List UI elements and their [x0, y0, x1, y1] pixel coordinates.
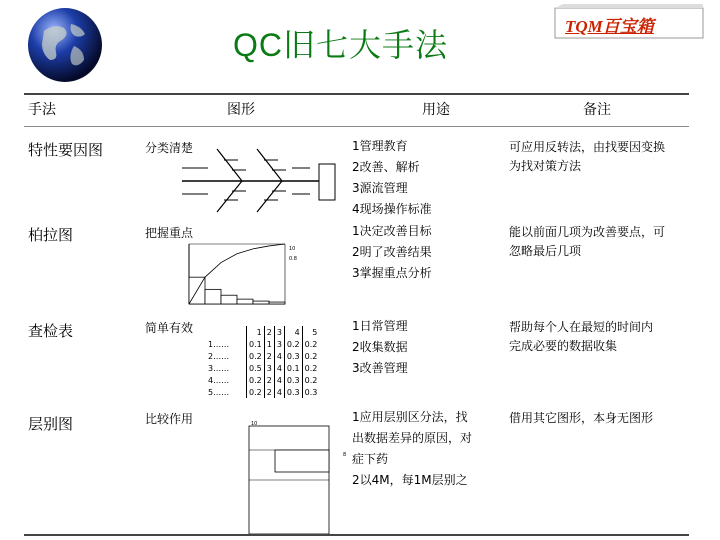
check-cell: 2…… [208, 351, 230, 361]
check-cell: 4 [274, 374, 284, 386]
row-name-stratification: 层别图 [28, 415, 74, 433]
table-bottom-rule [24, 534, 689, 536]
row-note-fishbone: 可应用反转法，由找要因变换为找对策方法 [509, 140, 666, 173]
globe-logo [26, 6, 104, 84]
pareto-bar [205, 289, 221, 304]
row-tag-pareto: 把握重点 [145, 226, 194, 240]
check-cell: 4…… [208, 375, 230, 385]
col-header-usage: 用途 [422, 102, 450, 118]
row-note-pareto: 能以前面几项为改善要点，可忽略最后几项 [509, 225, 666, 258]
strat-side-label: 8 [343, 452, 347, 458]
use-item: 出数据差异的原因，对 [352, 431, 473, 445]
row-uses-stratification [352, 407, 472, 491]
col-header-figure: 图形 [227, 102, 255, 118]
check-cell: 3 [274, 326, 284, 338]
row-uses-pareto [352, 221, 432, 284]
row-tag-fishbone: 分类清楚 [145, 141, 194, 155]
row-uses-checksheet [352, 316, 408, 379]
check-cell: 0.2 [302, 374, 319, 386]
check-cell: 0.2 [302, 338, 319, 350]
check-cell: 2 [264, 326, 274, 338]
page-title: QC旧七大手法 [233, 27, 449, 63]
fishbone-diagram [172, 144, 337, 214]
use-item: 2明了改善结果 [352, 245, 432, 259]
check-cell: 4 [274, 386, 284, 398]
check-cell: 0.2 [302, 350, 319, 362]
row-name-pareto: 柏拉图 [28, 226, 74, 244]
check-cell: 0.3 [284, 374, 302, 386]
table-row [206, 386, 319, 398]
stratification-chart [245, 420, 353, 534]
row-tag-checksheet: 简单有效 [145, 321, 194, 335]
col-header-note: 备注 [583, 102, 611, 118]
pareto-bar [221, 295, 237, 304]
check-cell: 0.1 [284, 362, 302, 374]
use-item: 症下药 [352, 452, 389, 466]
check-cell: 0.2 [247, 350, 265, 362]
check-cell: 4 [274, 362, 284, 374]
check-cell: 0.3 [302, 386, 319, 398]
use-item: 3源流管理 [352, 181, 408, 195]
use-item: 2改善、解析 [352, 160, 420, 174]
check-cell: 1 [264, 338, 274, 350]
table-header-rule [24, 126, 689, 127]
use-item: 2以4M，每1M层别之 [352, 473, 468, 487]
check-cell: 0.5 [247, 362, 265, 374]
pareto-bar [269, 302, 285, 304]
check-cell: 5…… [208, 387, 230, 397]
use-item: 1管理教育 [352, 139, 408, 153]
pareto-bar [253, 301, 269, 304]
check-cell: 5 [302, 326, 319, 338]
row-name-fishbone: 特性要因图 [28, 141, 104, 159]
strat-axis-label: 10 [251, 421, 258, 427]
table-row [206, 374, 319, 386]
check-cell: 0.2 [284, 338, 302, 350]
check-cell: 0.2 [302, 362, 319, 374]
check-cell: 1…… [208, 339, 230, 349]
check-cell: 0.3 [284, 350, 302, 362]
use-item: 1日常管理 [352, 319, 408, 333]
check-cell: 2 [264, 386, 274, 398]
check-cell: 3 [264, 362, 274, 374]
table-row [206, 326, 319, 338]
table-top-rule [24, 93, 689, 95]
check-sheet-table [206, 326, 319, 398]
table-row [206, 338, 319, 350]
pareto-axis-label-top: 10 [289, 246, 296, 252]
row-note-checksheet: 帮助每个人在最短的时间内完成必要的数据收集 [509, 320, 654, 353]
check-cell: 0.3 [284, 386, 302, 398]
row-uses-fishbone [352, 136, 432, 220]
check-cell: 2 [264, 350, 274, 362]
check-cell: 1 [247, 326, 265, 338]
use-item: 2收集数据 [352, 340, 408, 354]
pareto-axis-label-bottom: 0.8 [289, 256, 297, 262]
check-cell: 4 [284, 326, 302, 338]
row-tag-stratification: 比较作用 [145, 412, 194, 426]
check-cell: 4 [274, 350, 284, 362]
check-cell: 0.1 [247, 338, 265, 350]
use-item: 1决定改善目标 [352, 224, 432, 238]
check-cell: 3 [274, 338, 284, 350]
check-cell: 0.2 [247, 386, 265, 398]
use-item: 3改善管理 [352, 361, 408, 375]
pareto-bar [237, 299, 253, 304]
table-row [206, 362, 319, 374]
brand-name: TQM百宝箱 [565, 17, 654, 36]
check-cell: 0.2 [247, 374, 265, 386]
check-cell [206, 326, 247, 338]
use-item: 4现场操作标准 [352, 202, 432, 216]
use-item: 3掌握重点分析 [352, 266, 432, 280]
col-header-method: 手法 [28, 102, 56, 118]
pareto-chart [185, 240, 303, 308]
table-row [206, 350, 319, 362]
row-name-checksheet: 查检表 [28, 322, 74, 340]
row-note-stratification: 借用其它图形，本身无图形 [509, 411, 654, 425]
check-cell: 2 [264, 374, 274, 386]
check-cell: 3…… [208, 363, 230, 373]
use-item: 1应用层别区分法，找 [352, 410, 468, 424]
